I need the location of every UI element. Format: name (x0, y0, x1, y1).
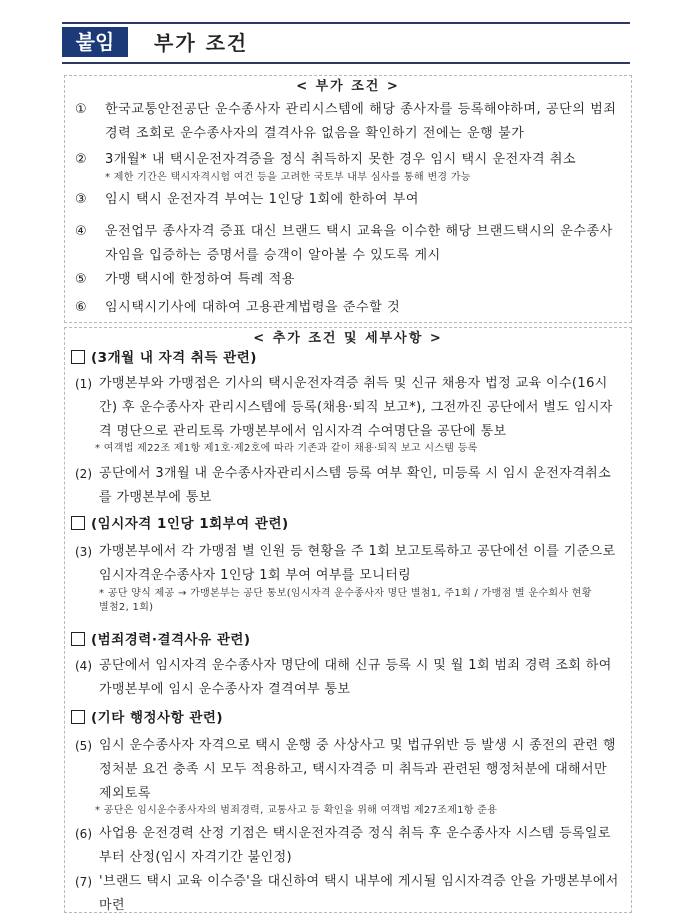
detail-item (75, 462, 623, 510)
condition-item (75, 98, 623, 146)
detail-number: (3) (75, 545, 92, 559)
detail-text: 임시 운수종사자 자격으로 택시 운행 중 사상사고 및 법규위반 등 발생 시 종전의 관련 행정처분 요건 충족 시 모두 적용하고, 택시자격증 미 취득과 관련된 행정처분에 대해서만 제외토록 (99, 738, 616, 801)
condition-text: 3개월* 내 택시운전자격증을 정식 취득하지 못한 경우 임시 택시 운전자격 취소 (105, 152, 577, 167)
detail-number: (6) (75, 827, 92, 841)
condition-number: ① (75, 102, 87, 117)
page-title: 부가 조건 (154, 31, 249, 55)
section-heading-text: (범죄경력·결격사유 관련) (91, 632, 251, 648)
detail-number: (2) (75, 467, 92, 481)
condition-text: 가맹 택시에 한정하여 특례 적용 (105, 272, 295, 287)
detail-number: (5) (75, 739, 92, 753)
conditions-box (64, 75, 632, 323)
condition-item (75, 220, 623, 268)
condition-text: 임시 택시 운전자격 부여는 1인당 1회에 한하여 부여 (105, 192, 420, 207)
section-heading-text: (임시자격 1인당 1회부여 관련) (91, 516, 289, 532)
detail-text: 공단에서 3개월 내 운수종사자관리시스템 등록 여부 확인, 미등록 시 임시 운전자격취소를 가맹본부에 통보 (99, 466, 612, 505)
condition-number: ② (75, 152, 87, 167)
condition-note: * 제한 기간은 택시자격시험 여건 등을 고려한 국토부 내부 심사를 통해 변경 가능 (105, 172, 471, 183)
detail-text: '브랜드 택시 교육 이수증'을 대신하여 택시 내부에 게시될 임시자격증 안을 가맹본부에서 마련 (99, 874, 619, 913)
detail-number: (7) (75, 875, 92, 889)
detail-number: (4) (75, 659, 92, 673)
detail-number: (1) (75, 377, 92, 391)
checkbox-icon (71, 350, 85, 364)
section-heading (71, 514, 289, 534)
condition-item (75, 296, 623, 320)
section-heading (71, 708, 223, 728)
condition-item (75, 148, 623, 172)
detail-note: * 여객법 제22조 제1항 제1호·제2호에 따라 기존과 같이 채용·퇴직 보고 시스템 등록 (95, 443, 478, 454)
section-heading (71, 348, 257, 368)
checkbox-icon (71, 710, 85, 724)
attachment-badge: 붙임 (62, 27, 128, 57)
condition-number: ④ (75, 224, 87, 239)
checkbox-icon (71, 632, 85, 646)
detail-item (75, 540, 623, 588)
condition-text: 임시택시기사에 대하여 고용관계법령을 준수할 것 (105, 300, 401, 315)
condition-text: 한국교통안전공단 운수종사자 관리시스템에 해당 종사자를 등록해야하며, 공단의 범죄경력 조회로 운수종사자의 결격사유 없음을 확인하기 전에는 운행 불가 (105, 102, 617, 141)
detail-item (75, 372, 623, 444)
condition-text: 운전업무 종사자격 증표 대신 브랜드 택시 교육을 이수한 해당 브랜드택시의 운수종사자임을 입증하는 증명서를 승객이 알아볼 수 있도록 게시 (105, 224, 613, 263)
detail-text: 가맹본부와 가맹점은 기사의 택시운전자격증 취득 및 신규 채용자 법정 교육 이수(16시간) 후 운수종사자 관리시스템에 등록(채용·퇴직 보고*), 그전까진 공단에서 별도 임시자격 명단으로 관리토록 가맹본부에서 임시자격 수여명단을 공단에 통보 (99, 376, 613, 439)
checkbox-icon (71, 516, 85, 530)
detail-item (75, 822, 623, 870)
detail-note: * 공단 양식 제공 → 가맹본부는 공단 통보(임시자격 운수종사자 명단 별첨1, 주1회 / 가맹점 별 운수회사 현황 별첨2, 1회) (99, 588, 592, 613)
condition-number: ⑤ (75, 272, 87, 287)
details-title: < 추가 조건 및 세부사항 > (253, 331, 443, 346)
section-heading (71, 630, 251, 650)
condition-item (75, 268, 623, 292)
detail-item (75, 654, 623, 702)
section-heading-text: (3개월 내 자격 취득 관련) (91, 350, 257, 366)
detail-text: 공단에서 임시자격 운수종사자 명단에 대해 신규 등록 시 및 월 1회 범죄 경력 조회 하여 가맹본부에 임시 운수종사자 결격여부 통보 (99, 658, 612, 697)
detail-item (75, 734, 623, 806)
condition-item (75, 188, 623, 212)
conditions-title: < 부가 조건 > (296, 79, 400, 94)
detail-note: * 공단은 임시운수종사자의 범죄경력, 교통사고 등 확인을 위해 여객법 제27조제1항 준용 (95, 805, 498, 816)
details-box (64, 327, 632, 913)
section-heading-text: (기타 행정사항 관련) (91, 710, 224, 726)
condition-number: ⑥ (75, 300, 87, 315)
detail-text: 가맹본부에서 각 가맹점 별 인원 등 현황을 주 1회 보고토록하고 공단에선 이를 기준으로 임시자격운수종사자 1인당 1회 부여 여부를 모니터링 (99, 544, 616, 583)
detail-item (75, 870, 623, 918)
detail-text: 사업용 운전경력 산정 기점은 택시운전자격증 정식 취득 후 운수종사자 시스템 등록일로부터 산정(임시 자격기간 불인정) (99, 826, 611, 865)
document-header (62, 22, 630, 64)
condition-number: ③ (75, 192, 87, 207)
